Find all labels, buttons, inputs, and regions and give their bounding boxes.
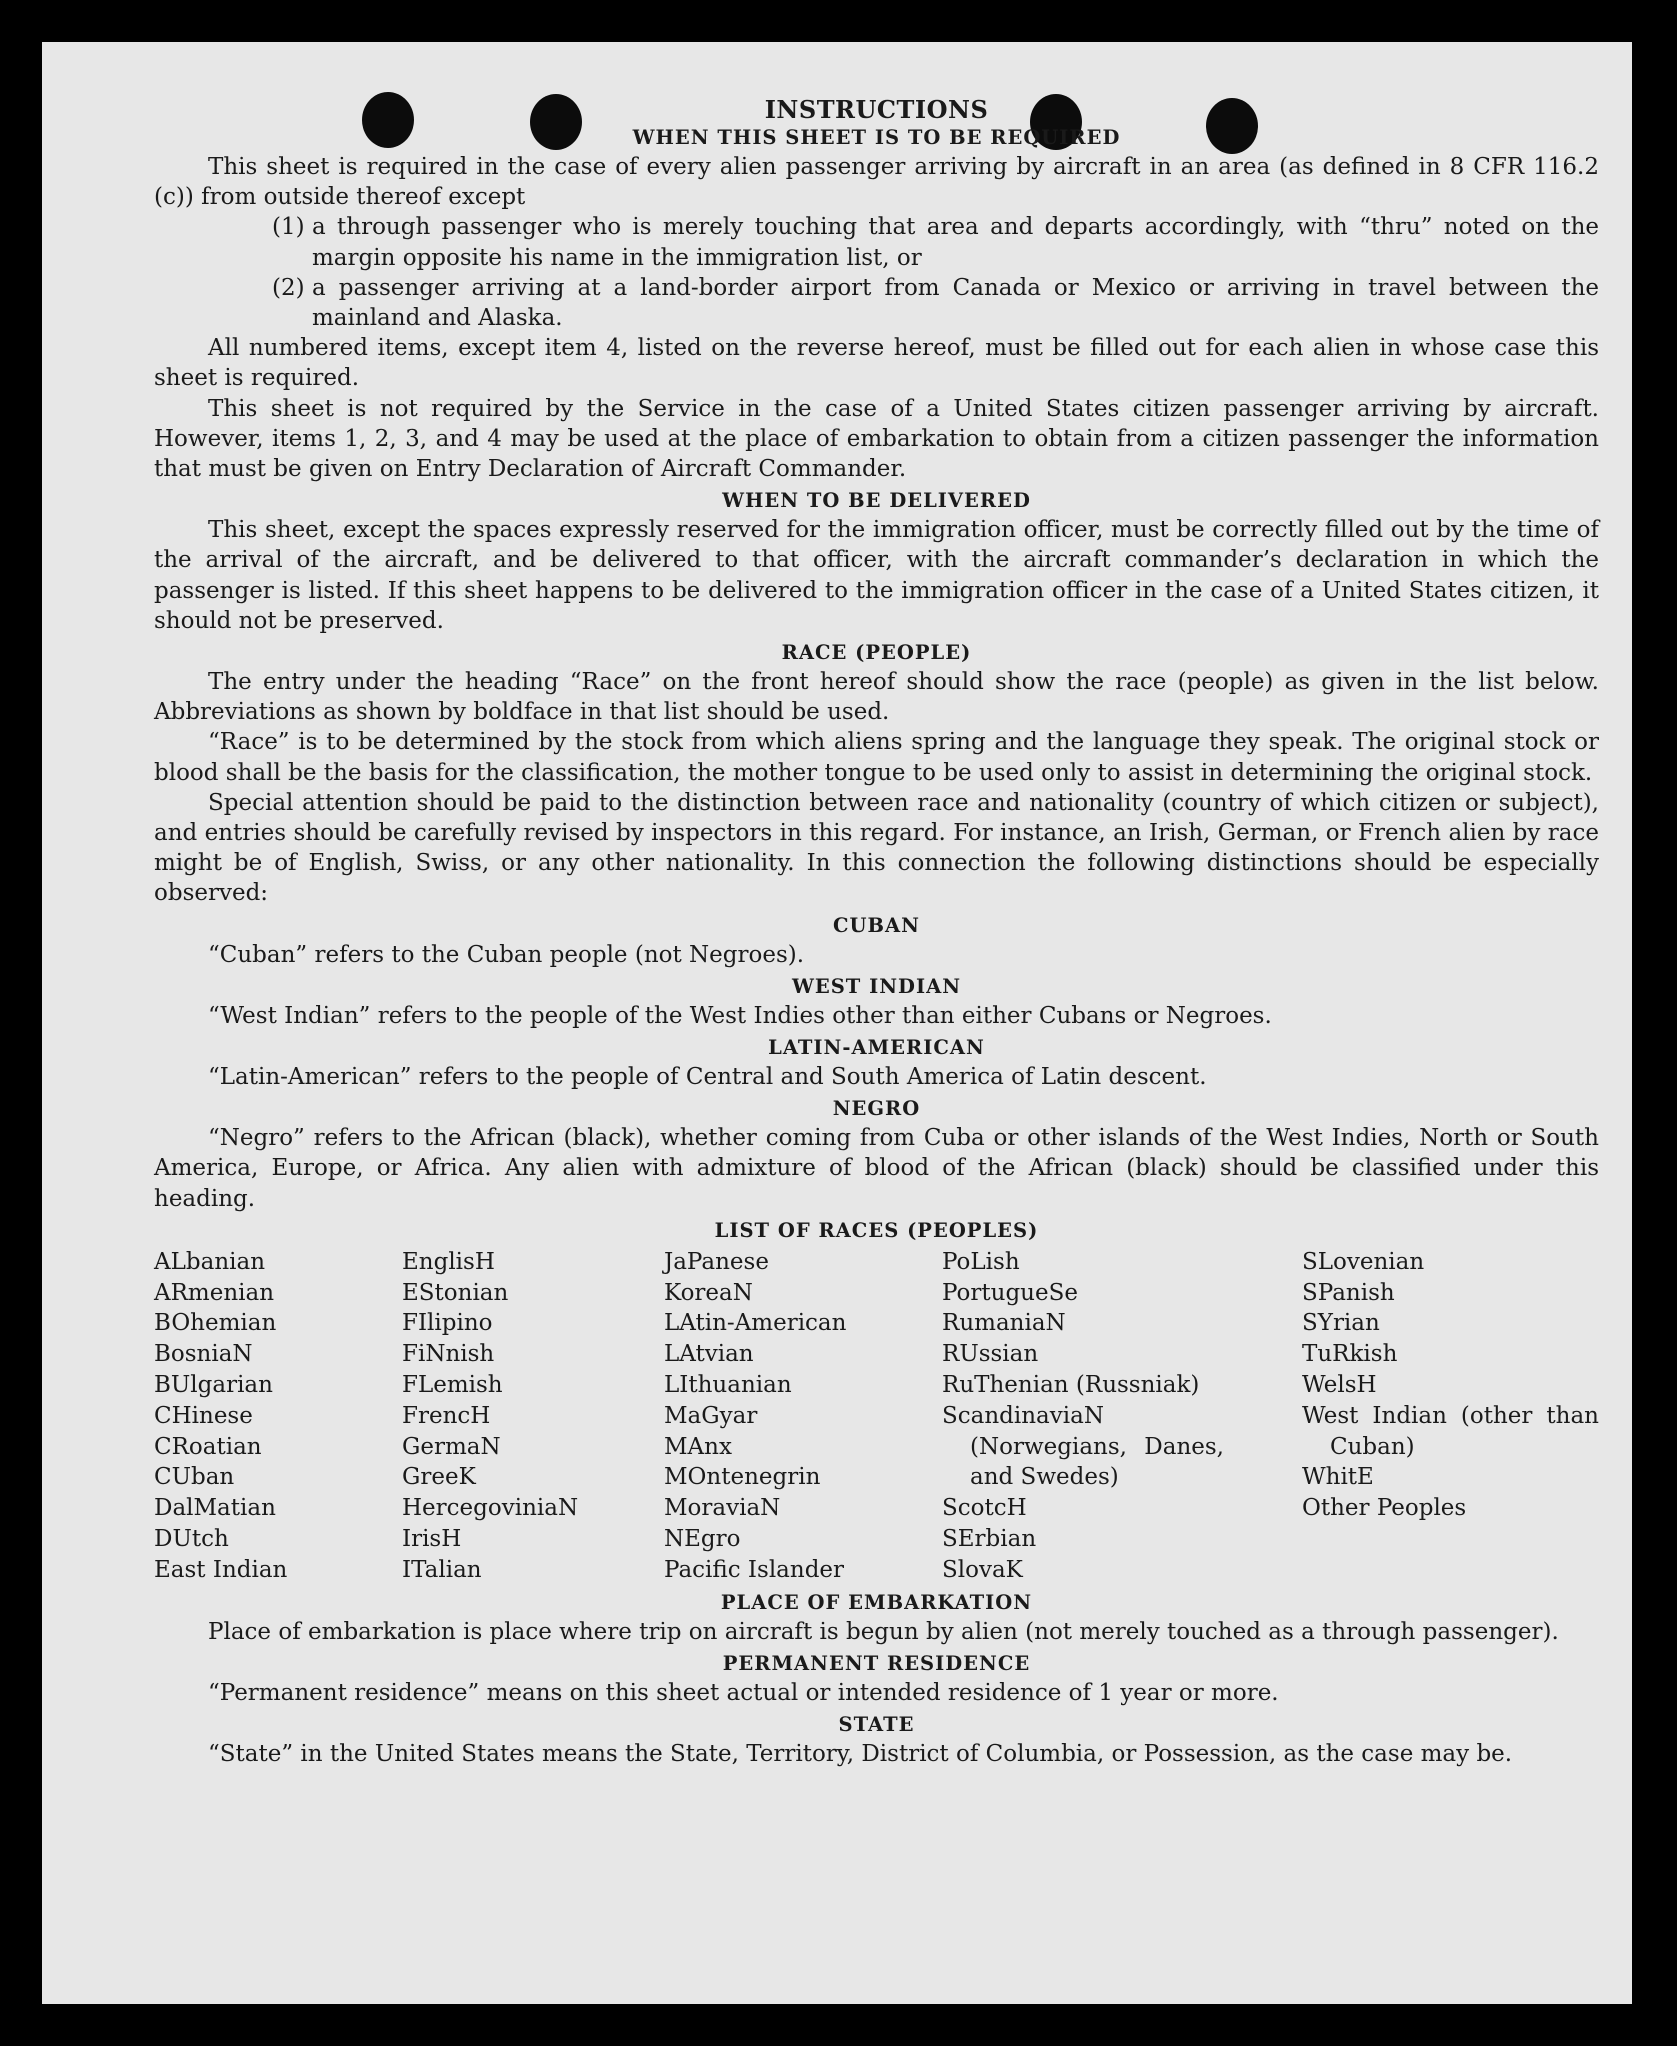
race-entry: SPanish (1302, 1279, 1395, 1306)
paragraph: “State” in the United States means the State, Territory, District of Columbia, or Possession, as the case may be. (208, 1741, 1513, 1768)
race-entry: PoLish (942, 1248, 1020, 1275)
race-entry: HercegoviniaN (402, 1495, 579, 1522)
race-entry: KoreaN (664, 1279, 753, 1306)
paragraph: “Cuban” refers to the Cuban people (not Negroes). (208, 941, 805, 968)
list-item (154, 212, 1599, 272)
race-list (154, 1247, 1599, 1586)
item-text: a passenger arriving at a land-border airport from Canada or Mexico or arriving in travel between the mainland and Alaska. (312, 274, 1599, 332)
race-entry: ITalian (402, 1556, 482, 1583)
race-entry: CUban (154, 1464, 235, 1491)
paragraph: “Permanent residence” means on this sheet actual or intended residence of 1 year or more. (208, 1679, 1279, 1706)
race-entry: Other Peoples (1302, 1495, 1467, 1522)
section-heading: WHEN THIS SHEET IS TO BE REQUIRED (632, 126, 1121, 149)
race-entry: FIlipino (402, 1310, 493, 1337)
race-entry: LAtin-American (664, 1310, 847, 1337)
race-entry: MOntenegrin (664, 1464, 821, 1491)
race-entry: LAtvian (664, 1341, 754, 1368)
race-entry: BosniaN (154, 1341, 253, 1368)
race-entry: BUlgarian (154, 1372, 273, 1399)
section-heading: WHEN TO BE DELIVERED (722, 489, 1031, 513)
race-entry: GreeK (402, 1464, 476, 1491)
race-entry: IrisH (402, 1526, 462, 1553)
race-column (942, 1247, 1224, 1586)
paragraph: This sheet is not required by the Service in the case of a United States citizen passenger arriving by aircraft. However, items 1, 2, 3, and 4 may be used at the place of embarkation to obtain from a citizen passenger the information that must be given on Entry Declaration of Aircraft Commander. (154, 395, 1599, 483)
race-entry: ALbanian (154, 1248, 266, 1275)
list-item (154, 273, 1599, 333)
paragraph: Special attention should be paid to the distinction between race and nationality (country of which citizen or subject), and entries should be carefully revised by inspectors in this regard. For instance, an Irish, German, or French alien by race might be of English, Swiss, or any other nationality. In this connection the following distinctions should be especially observed: (154, 789, 1599, 907)
race-entry: TuRkish (1302, 1341, 1398, 1368)
section-heading: WEST INDIAN (791, 974, 962, 998)
paragraph: “Latin-American” refers to the people of Central and South America of Latin descent. (208, 1064, 1207, 1091)
section-heading: PERMANENT RESIDENCE (722, 1651, 1031, 1675)
race-entry: FiNnish (402, 1341, 495, 1368)
race-column (1302, 1247, 1599, 1586)
race-entry: MoraviaN (664, 1495, 781, 1522)
race-entry: CHinese (154, 1402, 253, 1429)
paragraph: “West Indian” refers to the people of the West Indies other than either Cubans or Negroes. (208, 1002, 1272, 1029)
paragraph: Place of embarkation is place where trip on aircraft is begun by alien (not merely touched as a through passenger). (208, 1618, 1559, 1645)
race-entry: ScotcH (942, 1495, 1027, 1522)
race-entry: West Indian (other than Cuban) (1302, 1402, 1599, 1460)
race-entry: ARmenian (154, 1279, 275, 1306)
race-entry: RUssian (942, 1341, 1039, 1368)
race-column (154, 1247, 402, 1586)
race-entry: DUtch (154, 1526, 229, 1553)
race-entry: CRoatian (154, 1433, 262, 1460)
paragraph: All numbered items, except item 4, listed on the reverse hereof, must be filled out for each alien in whose case this sheet is required. (154, 335, 1599, 392)
race-entry: RuThenian (Russniak) (942, 1372, 1200, 1399)
race-entry: DalMatian (154, 1495, 276, 1522)
race-entry: WhitE (1302, 1464, 1374, 1491)
race-entry: East Indian (154, 1556, 288, 1583)
race-entry: GermaN (402, 1433, 501, 1460)
race-entry: MAnx (664, 1433, 732, 1460)
section-heading: CUBAN (833, 913, 920, 937)
section-heading: PLACE OF EMBARKATION (720, 1590, 1033, 1614)
race-entry: RumaniaN (942, 1310, 1066, 1337)
race-entry: LIthuanian (664, 1372, 792, 1399)
paragraph: “Race” is to be determined by the stock from which aliens spring and the language they speak. The original stock or blood shall be the basis for the classification, the mother tongue to be used only to assist in determining the original stock. (154, 729, 1599, 786)
section-heading: LATIN-AMERICAN (768, 1036, 985, 1060)
race-entry: SlovaK (942, 1556, 1023, 1583)
race-entry: ScandinaviaN (Norwegians, Danes, and Swedes) (942, 1402, 1224, 1491)
section-heading: NEGRO (832, 1097, 921, 1121)
race-entry: WelsH (1302, 1372, 1377, 1399)
page-title: INSTRUCTIONS (764, 95, 989, 124)
document-body (154, 94, 1599, 1769)
section-heading: STATE (838, 1713, 915, 1737)
race-entry: SYrian (1302, 1310, 1380, 1337)
race-entry: EnglisH (402, 1248, 495, 1275)
race-entry: MaGyar (664, 1402, 758, 1429)
race-entry: FLemish (402, 1372, 503, 1399)
race-entry: BOhemian (154, 1310, 277, 1337)
race-column (402, 1247, 664, 1586)
section-heading: LIST OF RACES (PEOPLES) (714, 1218, 1039, 1242)
race-entry: PortugueSe (942, 1279, 1078, 1306)
item-number: (1) (272, 214, 305, 241)
race-entry: SErbian (942, 1526, 1037, 1553)
race-entry: SLovenian (1302, 1248, 1425, 1275)
race-entry: JaPanese (664, 1248, 769, 1275)
race-entry: NEgro (664, 1526, 741, 1553)
race-entry: EStonian (402, 1279, 509, 1306)
paragraph: This sheet, except the spaces expressly reserved for the immigration officer, must be correctly filled out by the time of the arrival of the aircraft, and be delivered to that officer, with the aircraft commander’s declaration in which the passenger is listed. If this sheet happens to be delivered to the immigration officer in the case of a United States citizen, it should not be preserved. (154, 517, 1599, 634)
paragraph: The entry under the heading “Race” on the front hereof should show the race (people) as given in the list below. Abbreviations as shown by boldface in that list should be used. (154, 669, 1599, 726)
document-page (42, 42, 1632, 2004)
paragraph: This sheet is required in the case of every alien passenger arriving by aircraft in an area (as defined in 8 CFR 116.2 (c)) from outside thereof except (154, 154, 1599, 211)
paragraph: “Negro” refers to the African (black), whether coming from Cuba or other islands of the West Indies, North or South America, Europe, or Africa. Any alien with admixture of blood of the African (black) should be classified under this heading. (154, 1125, 1599, 1212)
item-text: a through passenger who is merely touching that area and departs accordingly, with “thru” noted on the margin opposite his name in the immigration list, or (312, 214, 1599, 271)
race-entry: Pacific Islander (664, 1556, 845, 1583)
item-number: (2) (272, 274, 305, 301)
section-heading: RACE (PEOPLE) (781, 641, 972, 665)
race-column (664, 1247, 942, 1586)
race-entry: FrencH (402, 1402, 491, 1429)
